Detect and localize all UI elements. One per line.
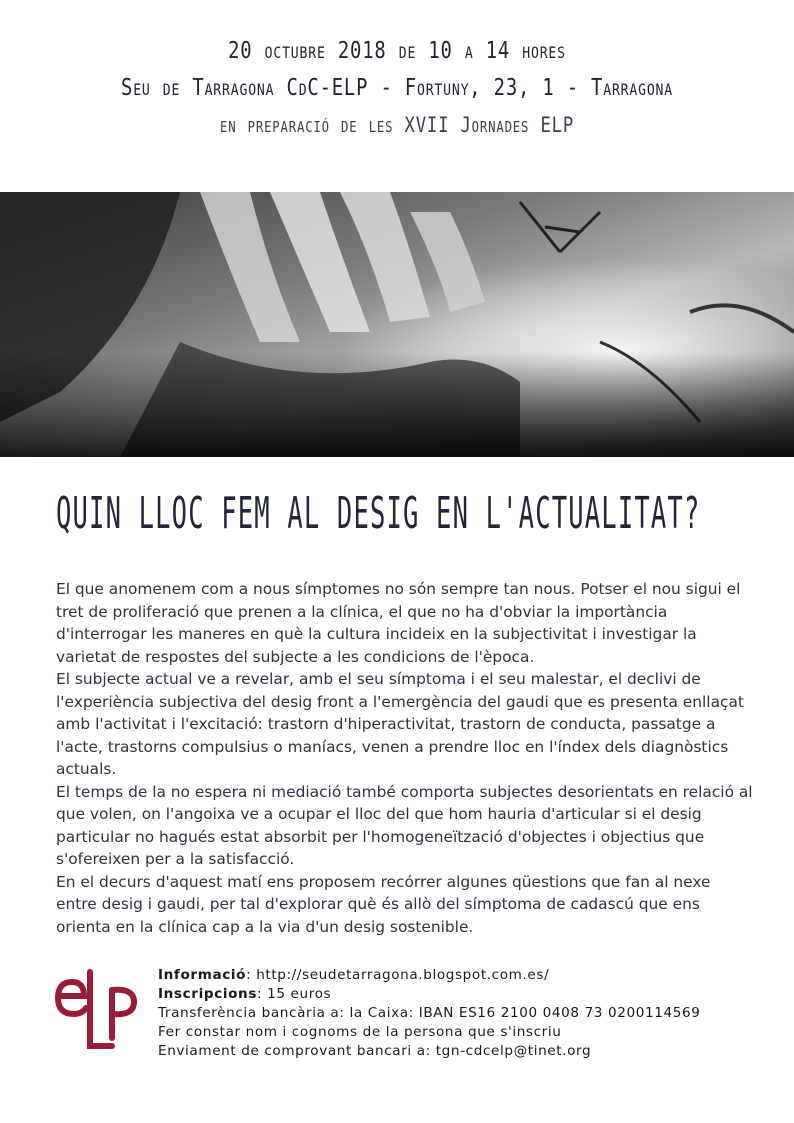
body-text <box>56 578 756 938</box>
inscription-line <box>158 985 700 1004</box>
inscription-price: : 15 euros <box>257 986 332 1002</box>
event-subtitle: en preparació de les XVII Jornades ELP <box>219 113 575 137</box>
info-line <box>158 966 700 985</box>
elp-logo <box>50 968 140 1052</box>
hands-photo-image <box>0 192 794 457</box>
bank-transfer-line: Transferència bancària a: la Caixa: IBAN ES16 2100 0408 73 0200114569 <box>158 1005 701 1021</box>
elp-logo-mark <box>50 968 140 1052</box>
inscription-label: Inscripcions <box>158 986 258 1002</box>
name-note-line: Fer constar nom i cognoms de la persona que s'inscriu <box>158 1024 562 1040</box>
paragraph: El temps de la no espera ni mediació també comporta subjectes desorientats en relació al que volen, on l'angoixa ve a ocupar el lloc del que hom hauria d'articular si el desig particular no hagués estat absorbit per l'homogeneïtzació d'objectes i objectius que s'ofereixen per a la satisfacció. <box>56 782 753 868</box>
info-label: Informació <box>158 967 247 983</box>
info-block <box>158 966 700 1061</box>
event-location: Seu de Tarragona CdC-ELP - Fortuny, 23, 1 - Tarragona <box>121 75 673 101</box>
event-date: 20 octubre 2018 de 10 a 14 hores <box>228 38 566 64</box>
page-title: QUIN LLOC FEM AL DESIG EN L'ACTUALITAT? <box>56 488 701 539</box>
paragraph: El que anomenem com a nous símptomes no són sempre tan nous. Potser el nou sigui el tret de proliferació que prenen a la clínica, el que no ha d'obviar la importància d'interrogar les maneres en què la cultura incideix en la subjectivitat i investigar la varietat de respostes del subjecte a les condicions de l'època. <box>56 580 741 666</box>
proof-email-line[interactable]: Enviament de comprovant bancari a: tgn-cdcelp@tinet.org <box>158 1043 592 1059</box>
event-header <box>0 34 794 142</box>
paragraph: En el decurs d'aquest matí ens proposem recórrer algunes qüestions que fan al nexe entre desig i gaudi, per tal d'explorar què és allò del símptoma de cadascú que ens orienta en la clínica cap a la via d'un desig sostenible. <box>56 872 711 936</box>
paragraph: El subjecte actual ve a revelar, amb el seu símptoma i el seu malestar, el declivi de l'experiència subjectiva del desig front a l'emergència del gaudi que es presenta enllaçat amb l'activitat i l'excitació: trastorn d'hiperactivitat, trastorn de conducta, passatge a l'acte, trastorns compulsius o maníacs, venen a prendre lloc en l'índex dels diagnòstics actuals. <box>56 670 744 778</box>
info-url[interactable]: : http://seudetarragona.blogspot.com.es/ <box>246 967 550 983</box>
hero-photo <box>0 192 794 457</box>
